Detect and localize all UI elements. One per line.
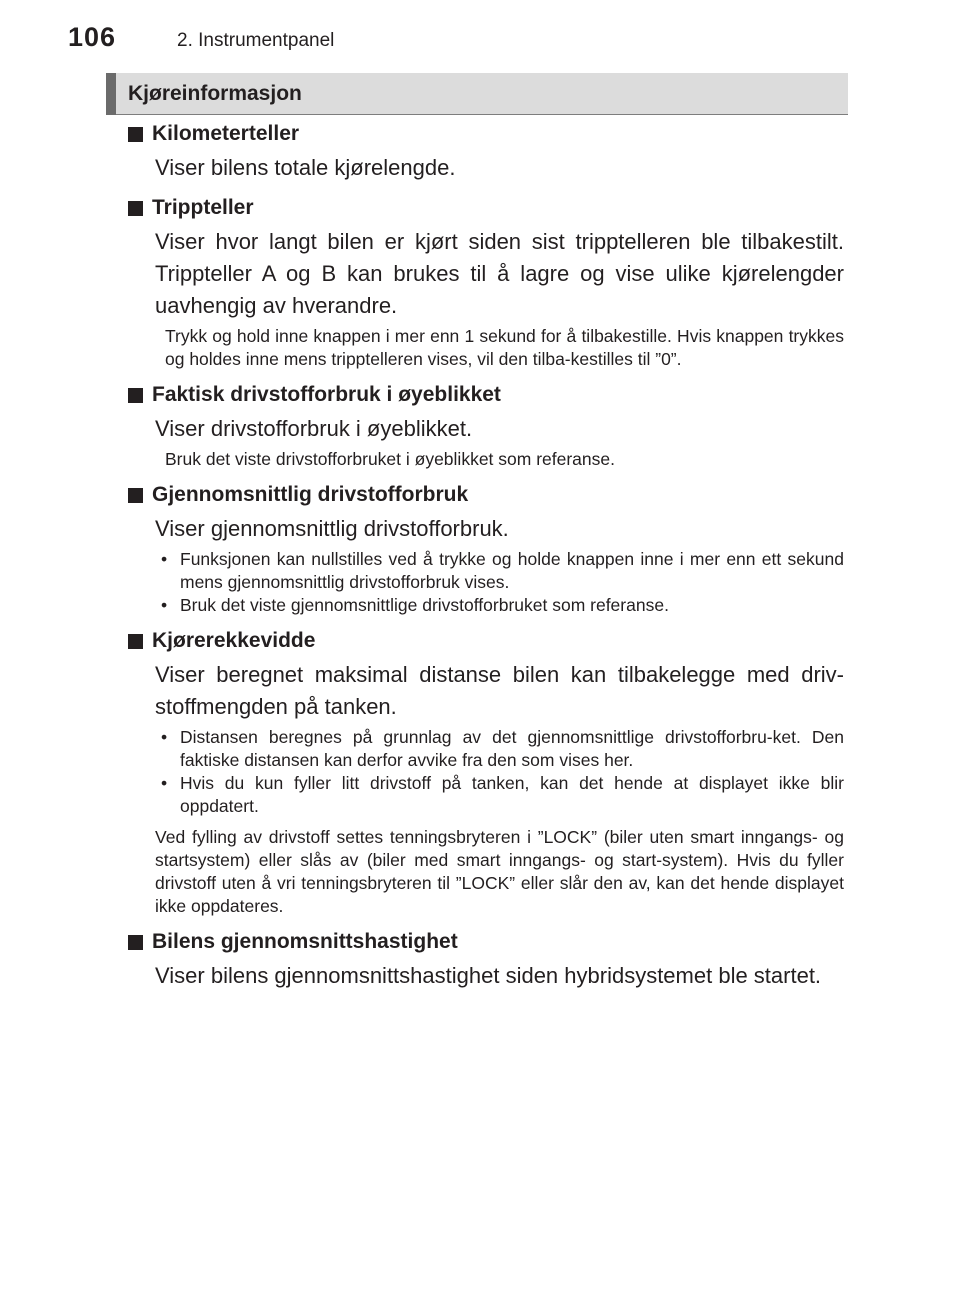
item-heading	[128, 192, 844, 224]
heading-text: Trippteller	[152, 196, 254, 219]
page-number: 106	[68, 22, 117, 52]
list-item: • Distansen beregnes på grunnlag av det gjennomsnittlige drivstofforbru-ket. Den faktiske distansen kan derfor avvike fra den som vises her.	[161, 727, 844, 770]
square-bullet-icon	[128, 388, 143, 403]
item-text: Viser beregnet maksimal distanse bilen kan tilbakelegge med driv-stoffmengden på tanken.	[155, 662, 844, 719]
list-item: • Hvis du kun fyller litt drivstoff på tanken, kan det hende at displayet ikke blir oppdatert.	[161, 773, 844, 816]
square-bullet-icon	[128, 634, 143, 649]
item-heading	[128, 118, 844, 150]
list-item: • Funksjonen kan nullstilles ved å trykke og holde knappen inne i mer enn ett sekund mens gjennomsnittlig drivstofforbruk vises.	[161, 549, 844, 592]
section-header	[106, 73, 848, 115]
section-title: Kjøreinformasjon	[128, 82, 302, 105]
heading-text: Faktisk drivstofforbruk i øyeblikket	[152, 383, 501, 406]
item-trip-meter	[128, 192, 844, 371]
item-average-speed	[128, 926, 844, 992]
item-note: Bruk det viste drivstofforbruket i øyeblikket som referanse.	[165, 449, 615, 469]
square-bullet-icon	[128, 201, 143, 216]
square-bullet-icon	[128, 127, 143, 142]
section-header-bar	[106, 73, 116, 115]
content	[128, 118, 844, 992]
item-text: Viser bilens gjennomsnittshastighet siden hybridsystemet ble startet.	[155, 963, 822, 988]
item-note: Ved fylling av drivstoff settes tenningsbryteren i ”LOCK” (biler uten smart inngangs- og startsystem) eller slås av (biler med smart inngangs- og start-system). Hvis du fyller drivstoff uten å vri tenningsbryteren til ”LOCK” eller slår den av, kan det hende displayet ikke oppdateres.	[155, 827, 844, 916]
heading-text: Bilens gjennomsnittshastighet	[152, 930, 458, 953]
heading-text: Kjørerekkevidde	[152, 629, 316, 652]
chapter-title: 2. Instrumentpanel	[177, 30, 335, 51]
item-text: Viser bilens totale kjørelengde.	[155, 155, 456, 180]
heading-text: Kilometerteller	[152, 122, 300, 145]
item-heading	[128, 625, 844, 657]
item-text: Viser drivstofforbruk i øyeblikket.	[155, 416, 473, 441]
square-bullet-icon	[128, 935, 143, 950]
item-instant-fuel	[128, 379, 844, 471]
item-text: Viser hvor langt bilen er kjørt siden sist tripptelleren ble tilbakestilt. Trippteller A og B kan brukes til å lagre og vise ulike kjørelengder uavhengig av hverandre.	[155, 229, 844, 318]
heading-text: Gjennomsnittlig drivstofforbruk	[152, 483, 469, 506]
item-heading	[128, 379, 844, 411]
item-heading	[128, 926, 844, 958]
item-note: Trykk og hold inne knappen i mer enn 1 sekund for å tilbakestille. Hvis knappen trykkes og holdes inne mens tripptelleren vises, vil den tilba-kestilles til ”0”.	[165, 326, 844, 369]
square-bullet-icon	[128, 488, 143, 503]
list-item: • Bruk det viste gjennomsnittlige drivstofforbruket som referanse.	[161, 595, 669, 615]
item-driving-range	[128, 625, 844, 918]
item-text: Viser gjennomsnittlig drivstofforbruk.	[155, 516, 509, 541]
bullet-list	[155, 726, 844, 818]
item-heading	[128, 479, 844, 511]
item-odometer	[128, 118, 844, 184]
bullet-list	[155, 548, 844, 617]
item-average-fuel	[128, 479, 844, 617]
